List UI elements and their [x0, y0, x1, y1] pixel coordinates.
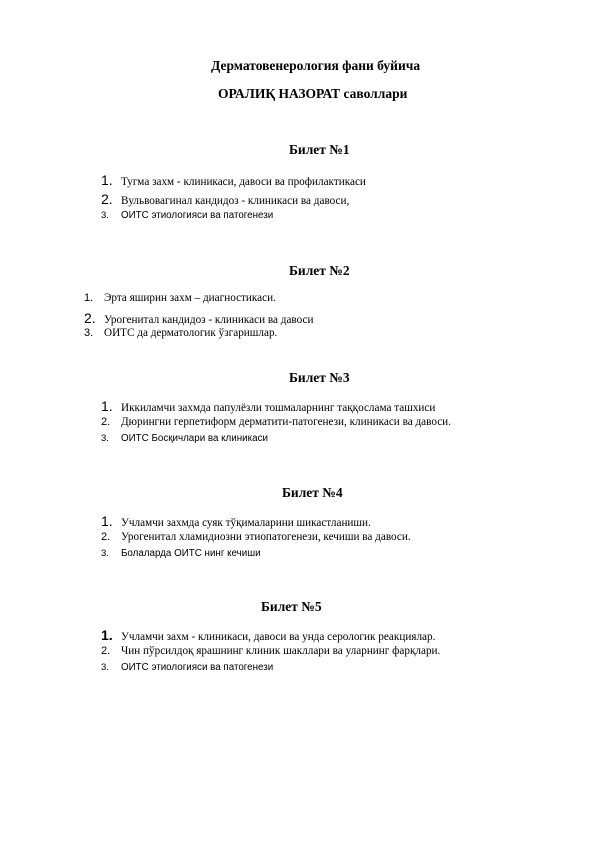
item-text: Дюрингни герпетиформ дерматити-патогенези, клиникаси ва давоси. [121, 416, 451, 428]
list-item [101, 531, 411, 543]
item-number: 2. [84, 310, 96, 326]
ticket-4-title: Билет №4 [282, 485, 343, 500]
item-number: 1. [101, 172, 113, 188]
item-text: Чин пўрсилдоқ ярашнинг клиник шакллари ва уларнинг фарқлари. [121, 645, 441, 657]
list-item [101, 172, 366, 188]
list-item [101, 662, 273, 673]
list-item [84, 327, 277, 339]
list-item [101, 416, 451, 428]
item-text: ОИТС Босқичлари ва клиникаси [121, 433, 268, 444]
list-item [84, 292, 276, 304]
document-title: Дерматовенерология фани буйича [211, 58, 421, 73]
item-text: ОИТС этиологияси ва патогенези [121, 210, 274, 221]
item-text: Эрта яширин захм – диагностикаси. [104, 292, 276, 304]
ticket-5-title: Билет №5 [261, 599, 322, 614]
ticket-3-title: Билет №3 [289, 370, 350, 385]
item-text: Урогенитал хламидиозни этиопатогенези, кечиши ва давоси. [121, 531, 411, 543]
item-number: 1. [84, 292, 94, 304]
item-text: Вульвовагинал кандидоз - клиникаси ва давоси, [121, 195, 350, 207]
item-number: 3. [84, 327, 94, 339]
list-item [101, 627, 435, 643]
item-number: 3. [101, 662, 109, 673]
item-number: 2. [101, 416, 111, 428]
item-number: 3. [101, 433, 109, 444]
ticket-1-title: Билет №1 [289, 142, 350, 157]
list-item [101, 645, 440, 657]
list-item [101, 513, 371, 529]
list-item [84, 310, 313, 326]
item-text: ОИТС этиологияси ва патогенези [121, 662, 274, 673]
item-number: 1. [101, 627, 113, 643]
list-item [101, 191, 349, 207]
item-number: 1. [101, 398, 113, 414]
list-item [101, 210, 273, 221]
item-text: ОИТС да дерматологик ўзгаришлар. [104, 327, 278, 339]
list-item [101, 548, 261, 559]
item-text: Учламчи захмда суяк тўқималарини шикастланиши. [121, 517, 371, 529]
document-subtitle: ОРАЛИҚ НАЗОРАТ саволлари [218, 86, 408, 101]
item-number: 2. [101, 645, 111, 657]
item-number: 1. [101, 513, 113, 529]
item-text: Иккиламчи захмда папулёзли тошмаларнинг таққослама ташхиси [121, 402, 436, 414]
ticket-2-title: Билет №2 [289, 263, 350, 278]
item-number: 3. [101, 210, 109, 221]
item-text: Урогенитал кандидоз - клиникаси ва давоси [104, 314, 314, 326]
item-number: 3. [101, 548, 109, 559]
list-item [101, 398, 435, 414]
item-text: Тугма захм - клиникаси, давоси ва профилактикаси [121, 176, 366, 188]
item-text: Болаларда ОИТС нинг кечиши [121, 548, 261, 559]
item-number: 2. [101, 191, 113, 207]
list-item [101, 433, 268, 444]
item-number: 2. [101, 531, 111, 543]
item-text: Учламчи захм - клиникаси, давоси ва унда серологик реакциялар. [121, 631, 436, 643]
